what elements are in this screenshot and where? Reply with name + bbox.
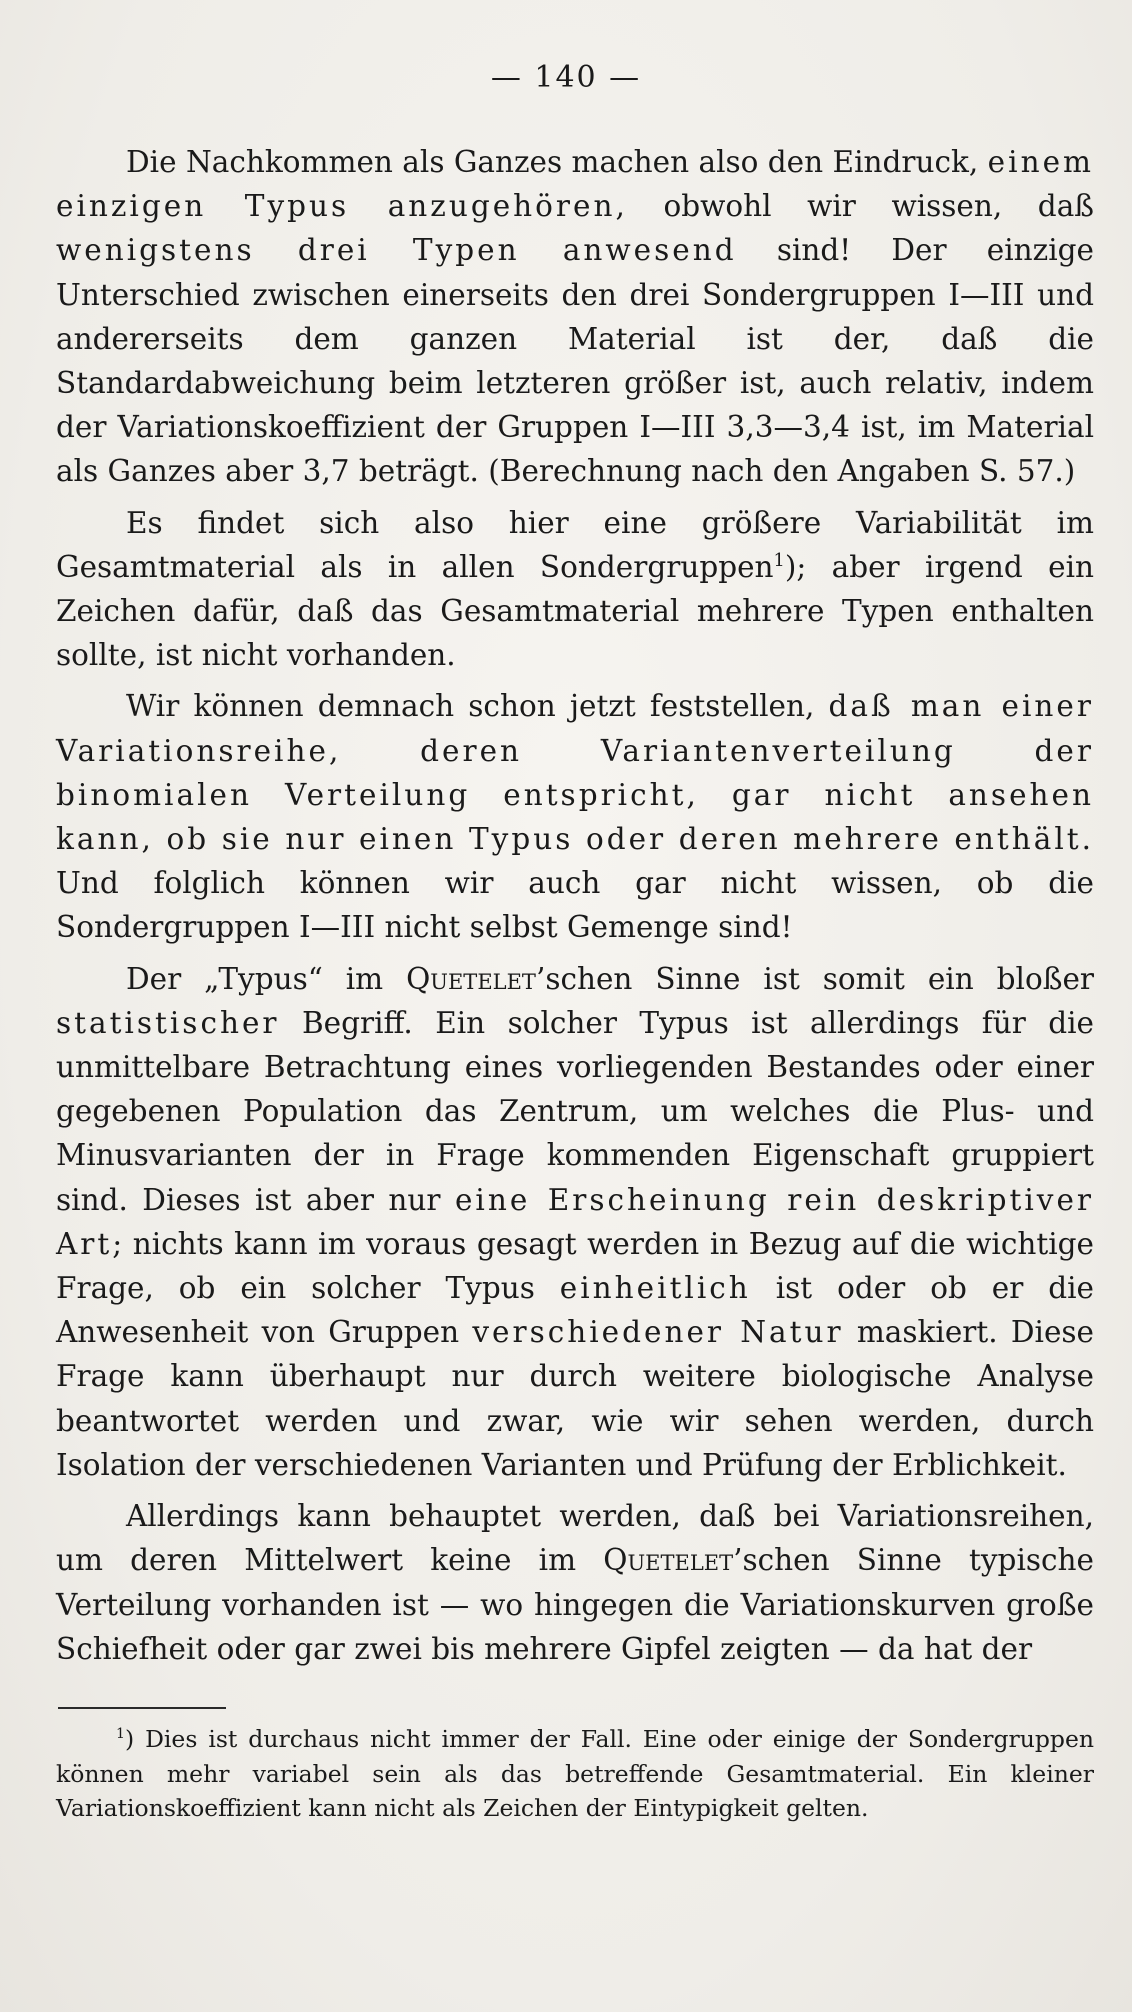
text-span: ); aber irgend ein Zeichen dafür, daß das Gesamtmaterial mehrere Typen enthalten sollte, ist nicht vorhanden. (56, 549, 1094, 673)
text-span: Allerdings kann behauptet werden, daß bei Variationsreihen, um deren Mittelwert keine im (56, 1499, 1094, 1578)
text-span: maskiert. Diese Frage kann überhaupt nur durch weitere biologische Analyse beantwortet werden und zwar, wie wir sehen werden, durch Isolation der verschiedenen Varianten und Prüfung der Erblichkeit. (56, 1315, 1094, 1482)
emphasis-spaced: einem einzigen Typus anzugehören, (56, 145, 1094, 224)
footnote (56, 1722, 1094, 1826)
text-span: Wir können demnach schon jetzt feststellen, (126, 689, 829, 724)
emphasis-spaced: statistischer (56, 1005, 280, 1040)
text-span: Die Nachkommen als Ganzes machen also den Eindruck, (126, 145, 988, 179)
footnote-text (56, 1722, 1094, 1826)
paragraph-1 (56, 140, 1094, 494)
footnote-body: ) Dies ist durchaus nicht immer der Fall. Eine oder einige der Sondergruppen können mehr variabel sein als das betreffende Gesamtmaterial. Ein kleiner Variationskoeffizient kann nicht als Zeichen der Eintypigkeit gelten. (56, 1725, 1094, 1822)
text-span: Es findet sich also hier eine größere Variabilität im Gesamtmaterial als in allen Sondergruppen (56, 505, 1094, 584)
text-span: Der „Typus“ im (126, 961, 407, 996)
emphasis-spaced: verschiedener Natur (472, 1315, 844, 1350)
text-span: ; nichts kann im voraus gesagt werden in Bezug auf die wichtige Frage, ob ein solcher Typus (56, 1226, 1094, 1306)
paragraph-5 (56, 1494, 1094, 1671)
author-name: Quetelet (406, 961, 536, 996)
text-span: ’schen Sinne typische Verteilung vorhanden ist — wo hingegen die Variationskurven große Schiefheit oder gar zwei bis mehrere Gipfel zeigten — da hat der (56, 1543, 1094, 1666)
text-span: sind! Der einzige Unterschied zwischen einerseits den drei Sondergruppen I—III und andererseits dem ganzen Material ist der, daß die Standardabweichung beim letzteren größer ist, auch relativ, indem der Variationskoeffizient der Gruppen I—III 3,3—3,4 ist, im Material als Ganzes aber 3,7 beträgt. (Berechnung nach den Angaben S. 57.) (56, 233, 1094, 489)
paragraph-3 (56, 684, 1094, 949)
paragraph-4 (56, 957, 1094, 1487)
paragraph-2 (56, 501, 1094, 678)
footnote-marker: 1 (116, 1726, 125, 1743)
body-text (56, 140, 1094, 1671)
text-span: obwohl wir wissen, daß (627, 189, 1094, 224)
page-number: — 140 — (490, 60, 642, 95)
emphasis-spaced: eine Erscheinung rein deskriptiver Art (56, 1182, 1094, 1261)
text-span: Und folglich können wir auch gar nicht wissen, ob die Sondergruppen I—III nicht selbst Gemenge sind! (56, 866, 1094, 945)
emphasis-spaced: einheitlich (559, 1271, 751, 1306)
emphasis-spaced: wenigstens drei Typen anwesend (56, 233, 737, 268)
author-name: Quetelet (603, 1543, 734, 1578)
text-span: ist oder ob er die Anwesenheit von Gruppen (56, 1271, 1095, 1350)
footnote-divider (58, 1707, 226, 1709)
footnote-reference[interactable]: 1 (773, 551, 785, 571)
text-span: ’schen Sinne ist somit ein bloßer (535, 961, 1094, 996)
text-span: Begriff. Ein solcher Typus ist allerdings für die unmittelbare Betrachtung eines vorliegenden Bestandes oder einer gegebenen Population das Zentrum, um welches die Plus- und Minusvarianten der in Frage kommenden Eigenschaft gruppiert sind. Dieses ist aber nur (56, 1005, 1094, 1217)
emphasis-spaced: daß man einer Variationsreihe, deren Variantenverteilung der binomialen Verteilung entspricht, gar nicht ansehen kann, ob sie nur einen Typus oder deren mehrere enthält. (56, 689, 1094, 857)
